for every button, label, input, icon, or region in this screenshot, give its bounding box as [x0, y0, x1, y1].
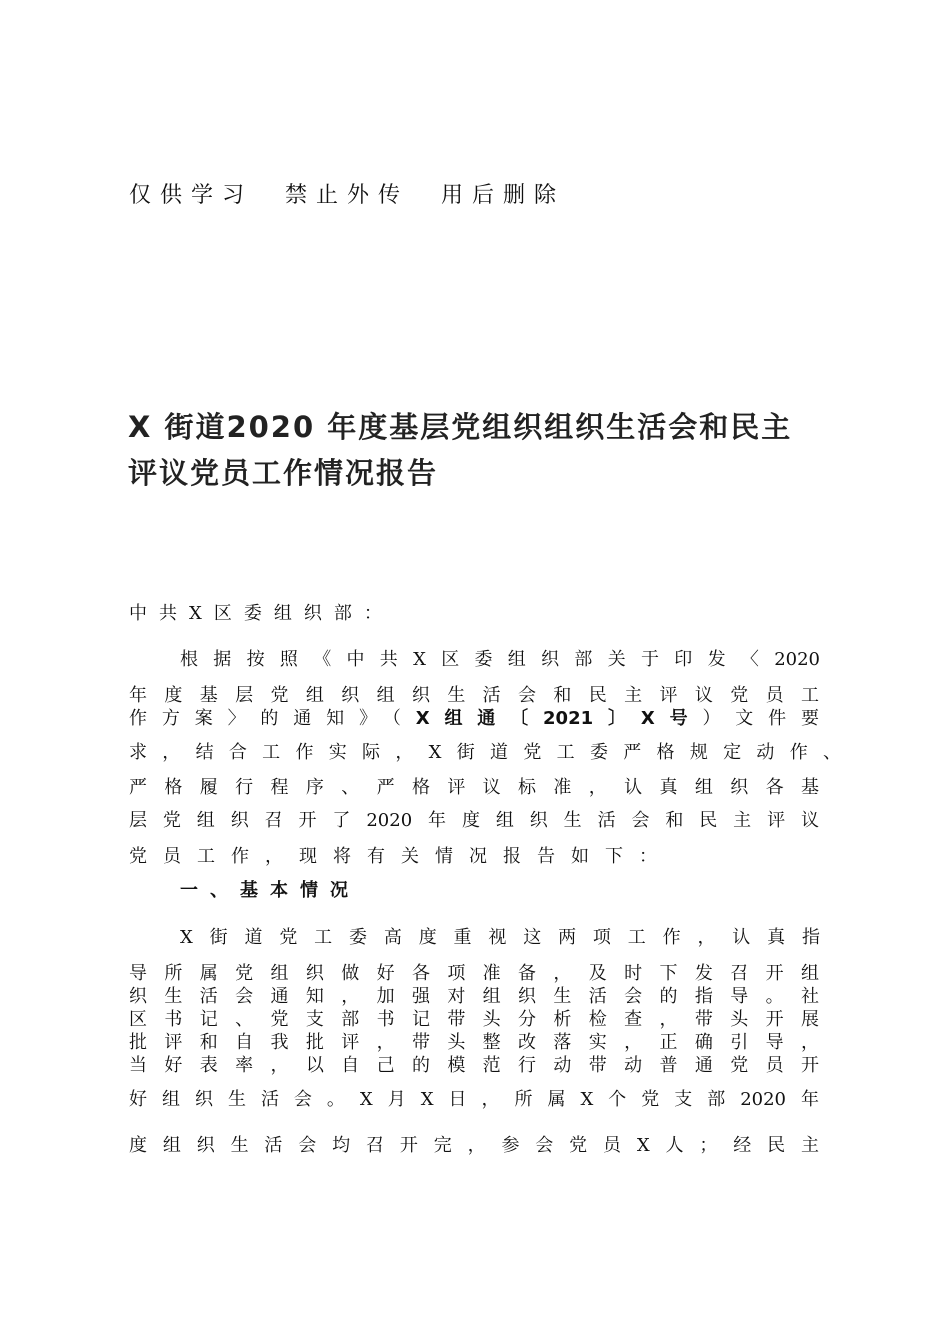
- paragraph-2-line-1: X街道党工委高度重视这两项工作，认真指: [180, 927, 820, 948]
- confidential-notice: 仅供学习 禁止外传 用后删除: [129, 183, 565, 208]
- paragraph-2-line-7: 好组织生活会。X月X日，所属X个党支部2020年: [129, 1089, 819, 1110]
- paragraph-1-line-4: 求，结合工作实际，X街道党工委严格规定动作、: [129, 742, 841, 763]
- paragraph-1-line-3-end: ）文件要: [702, 708, 820, 729]
- paragraph-1-line-7: 党员工作，现将有关情况报告如下：: [129, 846, 673, 867]
- paragraph-1-line-2: 年度基层党组织组织生活会和民主评议党员工: [129, 685, 819, 706]
- paragraph-2-line-8: 度组织生活会均召开完，参会党员X人；经民主: [129, 1135, 819, 1156]
- report-title-line-1: X 街道2020 年度基层党组织组织生活会和民主: [128, 410, 793, 444]
- paragraph-2-line-6: 当好表率，以自己的模范行动带动普通党员开: [129, 1055, 819, 1076]
- paragraph-1-line-1: 根据按照《中共X区委组织部关于印发〈2020: [180, 649, 820, 670]
- paragraph-1-line-5: 严格履行程序、严格评议标准，认真组织各基: [129, 777, 819, 798]
- salutation: 中共X区委组织部：: [129, 603, 394, 624]
- document-number: X组通〔2021〕X号: [415, 708, 703, 729]
- report-title-line-2: 评议党员工作情况报告: [128, 456, 439, 490]
- paragraph-1-line-3-start: 作方案〉的通知》（: [129, 708, 416, 729]
- paragraph-2-line-3: 织生活会通知，加强对组织生活会的指导。社: [129, 986, 819, 1007]
- paragraph-2-line-2: 导所属党组织做好各项准备，及时下发召开组: [129, 963, 819, 984]
- paragraph-2-line-5: 批评和自我批评，带头整改落实，正确引导，: [129, 1032, 819, 1053]
- paragraph-1-line-3: [129, 704, 819, 730]
- paragraph-2-line-4: 区书记、党支部书记带头分析检查，带头开展: [129, 1009, 819, 1030]
- paragraph-1-line-6: 层党组织召开了2020年度组织生活会和民主评议: [129, 810, 819, 831]
- section-1-heading: 一、基本情况: [180, 880, 360, 901]
- report-title: [128, 404, 848, 496]
